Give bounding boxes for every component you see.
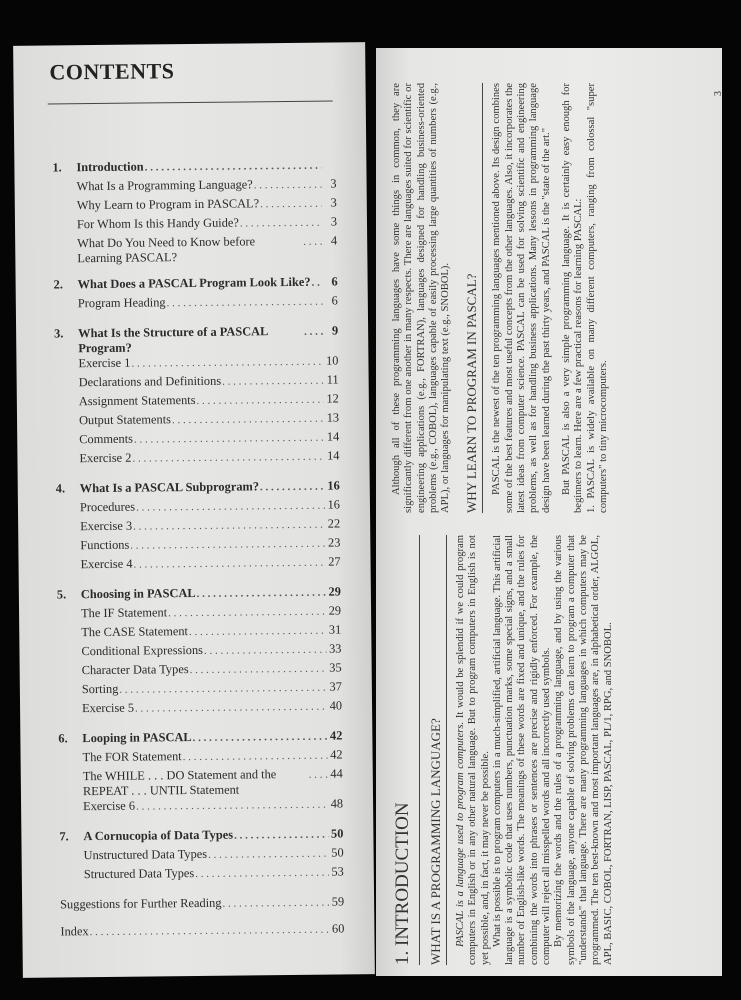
- toc-entry: [55, 448, 339, 470]
- dot-leader: [136, 500, 325, 514]
- toc-label: Exercise 4: [80, 556, 133, 572]
- section-heading: WHAT IS A PROGRAMMING LANGUAGE?: [428, 718, 443, 965]
- toc-label: Index: [60, 924, 89, 939]
- toc-label: Character Data Types: [81, 662, 189, 678]
- toc-label: The CASE Statement: [81, 624, 189, 640]
- dot-leader: [222, 375, 324, 388]
- dot-leader: [240, 217, 322, 230]
- dot-leader: [222, 897, 329, 910]
- toc-page-number: 60: [331, 921, 345, 936]
- toc-page-number: 11: [326, 372, 339, 387]
- toc-page-number: 14: [326, 448, 340, 463]
- dot-leader: [260, 481, 325, 494]
- toc-page-number: 44: [330, 766, 343, 781]
- paragraph-italic-lead: PASCAL is a language used to program computers.: [455, 721, 466, 947]
- toc-page-number: 10: [325, 353, 339, 368]
- toc-page-number: 16: [327, 478, 340, 493]
- toc-page-number: 48: [330, 796, 344, 811]
- toc-label: Exercise 3: [80, 518, 133, 534]
- dot-leader: [197, 587, 326, 600]
- toc-page-number: 31: [328, 622, 342, 637]
- toc-page-number: 3: [330, 214, 338, 229]
- dot-leader: [309, 768, 328, 783]
- toc-label: Why Learn to Program in PASCAL?: [76, 196, 260, 213]
- dot-leader: [132, 451, 324, 465]
- toc-label: For Whom Is this Handy Guide?: [76, 215, 239, 232]
- paragraph: By memorizing the words and the rules of a programming language, and by using the various symbols of the language, anyone capable of solving problems can learn to program a computer that "understands" that language. There are many programming languages in which computers may be programmed. The ten best-known and most important languages are, in alphabetical order, ALGOL, APL, BASIC, COBOL, FORTRAN, LISP, PASCAL, PL/1, RPG, and SNOBOL.: [553, 535, 614, 965]
- toc-page-number: 3: [330, 195, 337, 210]
- toc-entry: [56, 554, 340, 576]
- toc-label: The FOR Statement: [82, 749, 182, 765]
- toc-entry: [58, 698, 342, 720]
- toc-label: Functions: [80, 537, 130, 553]
- page-number: 3: [713, 91, 724, 96]
- toc-page-number: 35: [329, 660, 342, 675]
- title-divider: [48, 101, 333, 105]
- section-divider: [482, 83, 483, 513]
- toc-page-number: 33: [328, 641, 342, 656]
- toc-label: A Cornucopia of Data Types: [83, 827, 234, 844]
- dot-leader: [135, 701, 327, 715]
- rotated-page-content: [391, 65, 709, 965]
- toc-page-number: 23: [327, 535, 341, 550]
- dot-leader: [183, 750, 328, 764]
- toc-label: Exercise 2: [79, 450, 132, 466]
- toc-entry: [60, 894, 344, 916]
- dot-leader: [189, 625, 326, 638]
- paragraph: What is possible is to program computers in a much-simplified, artificial language. This artificial language is a symbolic code that uses numbers, punctuation marks, some special signs, and a small number of English-like words. The meanings of these words are fixed and unique, and the rules for combining the words into phrases or sentences are precise and rigidly enforced. For example, the computer will reject all misspelled words and all incorrectly used symbols.: [491, 535, 553, 965]
- toc-page-number: 40: [329, 698, 343, 713]
- toc-label: Assignment Statements: [78, 392, 196, 409]
- toc-entry: [59, 766, 343, 799]
- toc-label: What Do You Need to Know before Learning PASCAL?: [77, 234, 256, 266]
- toc-label: Exercise 6: [83, 798, 136, 814]
- dot-leader: [303, 235, 322, 250]
- toc-label: Looping in PASCAL: [82, 730, 192, 746]
- dot-leader: [190, 663, 327, 676]
- toc-entry: [60, 864, 344, 886]
- dot-leader: [234, 829, 328, 842]
- toc-page-number: 42: [330, 747, 343, 762]
- left-page-contents: [13, 42, 375, 978]
- toc-page-number: 14: [326, 429, 340, 444]
- toc-page-number: 37: [329, 679, 342, 694]
- toc-label: Structured Data Types: [83, 866, 195, 882]
- dot-leader: [130, 538, 325, 552]
- dot-leader: [133, 519, 325, 533]
- paragraph: PASCAL is the newest of the ten programming languages mentioned above. Its design combines some of the best features and most useful concepts from the other languages. Also, it incorporates the latest ideas from computer science. PASCAL can be used for solving scientific and engineering problems, as well as for handling business applications. Many lessons in programming language design have been learned during the past thirty years, and PASCAL is the "state of the art.": [491, 83, 552, 513]
- column-2: [391, 83, 709, 513]
- dot-leader: [167, 296, 323, 310]
- dot-leader: [208, 848, 329, 861]
- toc-label: Exercise 1: [78, 355, 131, 371]
- toc-entry: [53, 233, 337, 266]
- toc-label: Introduction: [76, 159, 144, 175]
- chapter-number: 4.: [55, 481, 66, 496]
- dot-leader: [193, 731, 328, 744]
- dot-leader: [260, 198, 322, 211]
- chapter-number: 3.: [54, 326, 64, 341]
- toc-page-number: 12: [326, 391, 339, 406]
- toc-page-number: 50: [330, 826, 344, 841]
- paragraph-text: It would be splendid if we could program computers in English or in any other natural language. But to program computers in English is not yet possible, and, in fact, it may never be possible.: [455, 535, 491, 965]
- chapter-divider: [419, 535, 420, 965]
- toc-page-number: 13: [326, 410, 340, 425]
- toc-label: Choosing in PASCAL: [80, 585, 196, 602]
- toc-label: Conditional Expressions: [81, 642, 204, 659]
- toc-entry: [54, 323, 338, 356]
- toc-page-number: 42: [329, 728, 343, 743]
- toc-label: Output Statements: [78, 412, 172, 428]
- toc-entry: [54, 293, 338, 315]
- dot-leader: [168, 606, 326, 620]
- toc-page-number: 53: [331, 864, 344, 879]
- toc-label: Suggestions for Further Reading: [60, 895, 222, 912]
- list-item: 1. PASCAL is widely available on many different computers, ranging from colossal "super computers" to tiny microcomputers.: [585, 83, 609, 513]
- table-of-contents: [52, 146, 344, 943]
- dot-leader: [172, 413, 324, 427]
- toc-page-number: 4: [330, 233, 338, 248]
- toc-entry: [59, 796, 343, 818]
- section-heading: WHY LEARN TO PROGRAM IN PASCAL?: [464, 273, 480, 513]
- toc-label: What Is a PASCAL Subprogram?: [79, 479, 260, 496]
- dot-leader: [145, 160, 322, 174]
- chapter-title: 1. INTRODUCTION: [392, 802, 413, 965]
- toc-page-number: 9: [331, 323, 339, 338]
- paragraph: [455, 535, 492, 965]
- toc-label: Declarations and Definitions: [78, 373, 222, 390]
- column-1: [391, 535, 709, 965]
- dot-leader: [133, 557, 325, 571]
- toc-page-number: 59: [331, 894, 345, 909]
- toc-label: What Is the Structure of a PASCAL Program?: [78, 324, 268, 356]
- chapter-number: 6.: [58, 731, 68, 746]
- chapter-number: 7.: [59, 829, 69, 844]
- dot-leader: [311, 277, 322, 289]
- dot-leader: [119, 682, 327, 696]
- toc-entry: [60, 921, 344, 943]
- chapter-number: 2.: [53, 277, 64, 292]
- dot-leader: [131, 356, 323, 370]
- toc-label: Comments: [79, 431, 134, 447]
- contents-title: CONTENTS: [49, 58, 175, 85]
- dot-leader: [254, 179, 322, 192]
- toc-label: Procedures: [79, 499, 136, 515]
- toc-label: The WHILE . . . DO Statement and the REPEAT . . . UNTIL Statement: [82, 767, 277, 799]
- toc-page-number: 3: [330, 176, 337, 191]
- dot-leader: [90, 924, 330, 939]
- toc-label: Sorting: [81, 681, 119, 697]
- toc-page-number: 29: [328, 584, 341, 599]
- dot-leader: [136, 799, 328, 813]
- toc-label: The IF Statement: [81, 605, 168, 621]
- toc-page-number: 27: [328, 554, 341, 569]
- toc-label: What Does a PASCAL Program Look Like?: [77, 274, 311, 292]
- toc-label: What Is a Programming Language?: [76, 177, 253, 194]
- chapter-number: 1.: [52, 160, 62, 175]
- chapter-number: 5.: [56, 587, 67, 602]
- dot-leader: [134, 432, 324, 446]
- toc-label: Unstructured Data Types: [83, 846, 208, 863]
- toc-label: Program Heading: [77, 295, 166, 311]
- dot-leader: [195, 867, 329, 880]
- dot-leader: [196, 394, 323, 407]
- paragraph: But PASCAL is also a very simple programming language. It is certainly easy enough for beginners to learn. Here are a few practical reasons for learning PASCAL:: [560, 83, 585, 513]
- paragraph: Although all of these programming languages have some things in common, they are significantly different from one another in many respects. There are languages suited for scientific or engineering applications (e.g., FORTRAN), languages designed for handling business-oriented problems (e.g., COBOL), languages capable of easily processing large quantities of numbers (e.g., APL), or languages for manipulating text (e.g., SNOBOL).: [391, 83, 452, 513]
- section-divider: [446, 535, 447, 965]
- dot-leader: [204, 644, 327, 657]
- toc-page-number: 16: [327, 497, 341, 512]
- toc-page-number: 29: [328, 603, 342, 618]
- toc-page-number: 6: [331, 274, 338, 289]
- toc-label: Exercise 5: [81, 700, 135, 716]
- toc-page-number: 22: [327, 516, 341, 531]
- dot-leader: [304, 325, 323, 340]
- toc-page-number: 50: [331, 845, 344, 860]
- toc-page-number: 6: [331, 293, 338, 308]
